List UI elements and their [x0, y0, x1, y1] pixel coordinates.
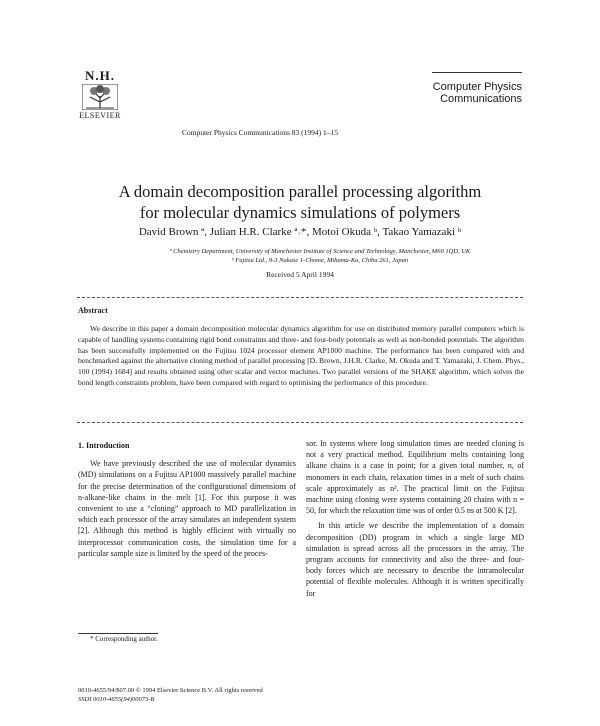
abstract-divider: [77, 422, 523, 423]
publisher-logo: [76, 70, 124, 120]
issn-line-1: 0010-4655/94/$07.00 © 1994 Elsevier Science B.V. All rights reserved: [78, 687, 263, 694]
article-title: [0, 181, 600, 223]
logo-name: ELSEVIER: [79, 111, 121, 120]
copyright-issn: [78, 686, 263, 704]
authors: David Brown ª, Julian H.R. Clarke ª˒*, Motoi Okuda ᵇ, Takao Yamazaki ᵇ: [138, 226, 462, 238]
top-divider: [77, 297, 523, 298]
abstract-heading: Abstract: [78, 306, 108, 315]
intro-paragraph-continued: sor. In systems where long simulation times are needed cloning is not a very practical method. Equilibrium melts containing long alkane chains is a case in point; for a given total number, n, of monomers in each chain, relaxation times in a melt of such chains scale approximately as n². The practical limit on the Fujitsu machine using cloning were systems containing 20 chains with n = 50, for which the relaxation time was of order 0.5 ns at 500 K [2].: [306, 439, 524, 516]
journal-title-line2: Communications: [440, 93, 522, 105]
section-heading-introduction: 1. Introduction: [78, 441, 130, 450]
abstract-text: We describe in this paper a domain decomposition molecular dynamics algorithm for use on distributed memory parallel computers which is capable of handling systems containing rigid bond constraints and three- and four-body potentials as well as non-bonded potentials. The algorithm has been successfully implemented on the Fujitsu 1024 processor element AP1000 machine. The performance has been compared with and benchmarked against the alternative cloning method of parallel processing [D. Brown, J.H.R. Clarke, M. Okuda and T. Yamazaki, J. Chem. Phys., 100 (1994) 1684] and results obtained using other scalar and vector machines. Two parallel versions of the SHAKE algorithm, which solves the bond length constraints problem, have been compared with regard to optimising the performance of this procedure.: [78, 324, 524, 387]
affiliations: [140, 247, 500, 265]
left-column: [78, 440, 296, 559]
journal-title-box: [432, 72, 522, 105]
intro-paragraph-2: In this article we describe the implementation of a domain decomposition (DD) program in which a single large MD simulation is spread across all the processors in the array. The program accounts for connectivity and also the three- and four-body forces which are necessary to describe the intramolecular potential of flexible molecules. Although it is written specifically for: [306, 521, 524, 598]
journal-title-line1: Computer Physics: [432, 81, 522, 93]
logo-mark: N.H.: [85, 68, 115, 83]
title-line-1: A domain decomposition parallel processing algorithm: [118, 182, 482, 201]
title-line-2: for molecular dynamics simulations of polymers: [139, 203, 461, 222]
issn-line-2: SSDI 0010-4655(94)00073-B: [78, 696, 155, 703]
affiliation-a: ª Chemistry Department, University of Manchester Institute of Science and Technology, Manchester, M60 1QD, UK: [169, 248, 471, 255]
journal-reference: Computer Physics Communications 83 (1994) 1–15: [182, 128, 339, 137]
right-column: [306, 438, 524, 599]
tree-logo-icon: [82, 84, 118, 110]
journal-rule: [432, 72, 522, 73]
footnote: * Corresponding author.: [90, 635, 158, 643]
affiliation-b: ᵇ Fujitsu Ltd., 9-3 Nakase 1-Chome, Mihama-Ku, Chiba 261, Japan: [231, 257, 409, 264]
intro-paragraph-1: We have previously described the use of molecular dynamics (MD) simulations on a Fujitsu AP1000 massively parallel machine for the precise determination of the configurational dimensions of n-alkane-like chains in the melt [1]. For this purpose it was convenient to use a “cloning” approach to MD parallelization in which each processor of the array simulates an independent system [2]. Although this method is highly efficient with virtually no interprocessor communication costs, the simulation time for a particular sample size is limited by the speed of the proces-: [78, 459, 296, 558]
received-date: Received 5 April 1994: [266, 270, 334, 279]
footnote-rule: [78, 633, 158, 634]
